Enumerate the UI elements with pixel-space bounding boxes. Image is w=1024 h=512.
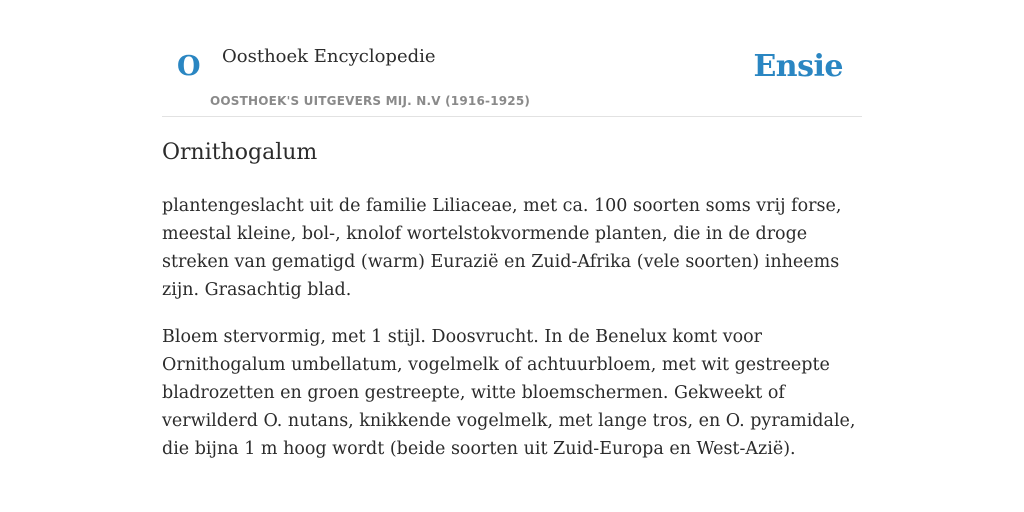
ensie-logo-link[interactable]: Ensie <box>753 49 843 84</box>
letter-index-link[interactable]: O <box>177 51 201 82</box>
entry-body <box>162 192 862 482</box>
entry-paragraph: plantengeslacht uit de familie Liliaceae, met ca. 100 soorten soms vrij forse, meestal kleine, bol-, knolof wortelstokvormende planten, die in de droge streken van gematigd (warm) Eurazië en Zuid-Afrika (vele soorten) inheems zijn. Grasachtig blad. <box>162 196 842 300</box>
entry-title: Ornithogalum <box>162 140 318 165</box>
publisher-subtitle: OOSTHOEK'S UITGEVERS MIJ. N.V (1916-1925) <box>210 94 531 108</box>
header <box>162 0 862 117</box>
entry-paragraph: Bloem stervormig, met 1 stijl. Doosvrucht. In de Benelux komt voor Ornithogalum umbellatum, vogelmelk of achtuurbloem, met wit gestreepte bladrozetten en groen gestreepte, witte bloemschermen. Gekweekt of verwilderd O. nutans, knikkende vogelmelk, met lange tros, en O. pyramidale, die bijna 1 m hoog wordt (beide soorten uit Zuid-Europa en West-Azië). <box>162 327 856 459</box>
work-title-link[interactable]: Oosthoek Encyclopedie <box>222 46 436 67</box>
